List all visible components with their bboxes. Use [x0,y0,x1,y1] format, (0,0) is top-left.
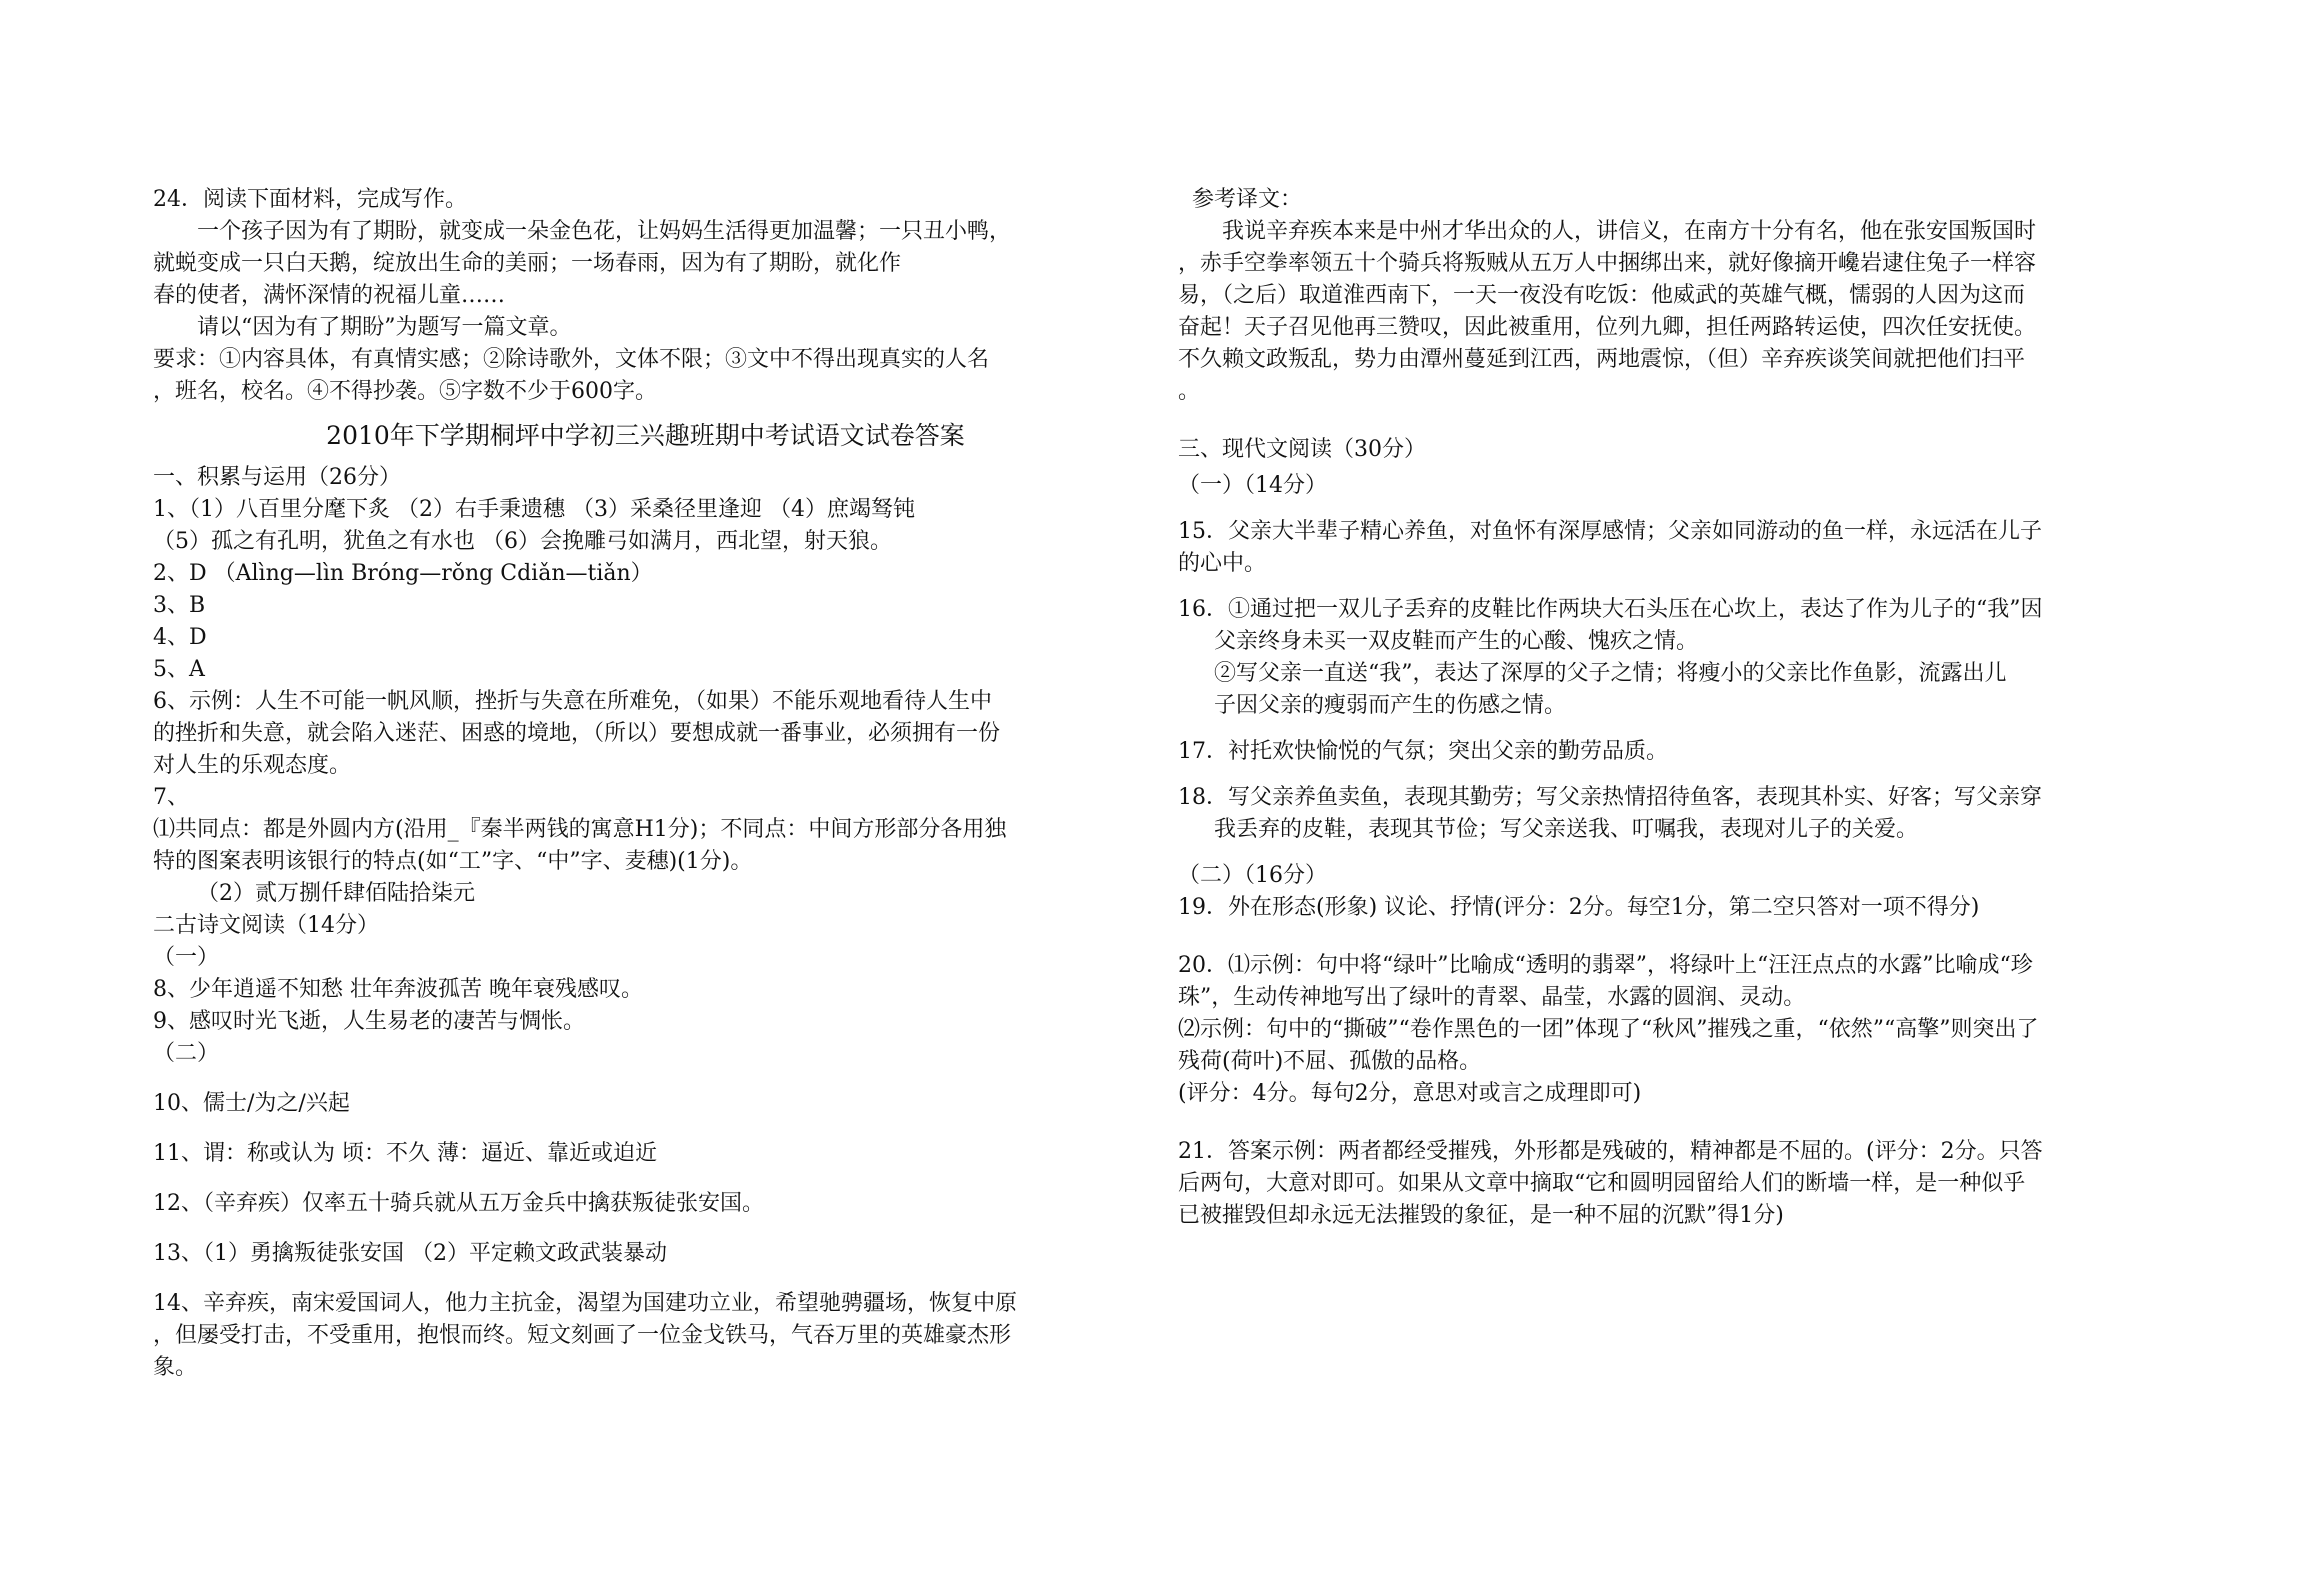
reference-translation-line: 易，（之后）取道淮西南下，一天一夜没有吃饭：他威武的英雄气概，懦弱的人因为这而 [1178,283,2026,308]
reference-translation-line: 不久赖文政叛乱，势力由潭州蔓延到江西，两地震惊，（但）辛弃疾谈笑间就把他们扫平 [1178,347,2026,372]
answer-20: ⑵示例：句中的“撕破”“卷作黑色的一团”体现了“秋风”摧残之重，“依然”“高擎”则突出了 [1178,1017,2039,1042]
answer-16: 16．①通过把一双儿子丢弃的皮鞋比作两块大石头压在心坎上，表达了作为儿子的“我”因 [1178,597,2043,622]
answer-17: 17．衬托欢快愉悦的气氛；突出父亲的勤劳品质。 [1178,739,1668,764]
reference-translation-heading: 参考译文： [1192,187,1303,212]
q24-requirements: ，班名，校名。④不得抄袭。⑤字数不少于600字。 [153,379,657,404]
answer-13: 13、（1）勇擒叛徒张安国 （2）平定赖文政武装暴动 [153,1241,667,1266]
answer-7-1: ⑴共同点：都是外圆内方(沿用_『秦半两钱的寓意H1分)；不同点：中间方形部分各用独 [153,817,1007,842]
section-heading: 三、现代文阅读（30分） [1178,437,1426,462]
subsection-heading: （二） [153,1041,220,1066]
answer-12: 12、（辛弃疾）仅率五十骑兵就从五万金兵中擒获叛徒张安国。 [153,1191,764,1216]
answer-15: 15．父亲大半辈子精心养鱼，对鱼怀有深厚感情；父亲如同游动的鱼一样，永远活在儿子 [1178,519,2042,544]
subsection-heading: （二）（16分） [1178,863,1327,888]
answer-16: 子因父亲的瘦弱而产生的伤感之情。 [1214,693,1567,718]
answer-10: 10、儒士/为之/兴起 [153,1091,350,1116]
q24-material-line: 就蜕变成一只白天鹅，绽放出生命的美丽；一场春雨，因为有了期盼，就化作 [153,251,902,276]
answer-7-2: （2）贰万捌仟肆佰陆拾柒元 [197,881,475,906]
reference-translation-line: 我说辛弃疾本来是中州才华出众的人，讲信义，在南方十分有名，他在张安国叛国时 [1222,219,2037,244]
answer-9: 9、感叹时光飞逝，人生易老的凄苦与惆怅。 [153,1009,585,1034]
answer-21: 21．答案示例：两者都经受摧残，外形都是残破的，精神都是不屈的。(评分：2分。只答 [1178,1139,2043,1164]
q24-requirements: 要求：①内容具体，有真情实感；②除诗歌外，文体不限；③文中不得出现真实的人名 [153,347,990,372]
answer-16: 父亲终身未买一双皮鞋而产生的心酸、愧疚之情。 [1214,629,1699,654]
q24-heading: 24．阅读下面材料，完成写作。 [153,187,467,212]
answer-1: 1、（1）八百里分麾下炙 （2）右手秉遗穗 （3）采桑径里逢迎 （4）庶竭驽钝 [153,497,915,522]
answer-14: 14、辛弃疾，南宋爱国词人，他力主抗金，渴望为国建功立业，希望驰骋疆场，恢复中原 [153,1291,1017,1316]
q24-material-line: 春的使者，满怀深情的祝福儿童…… [153,283,506,308]
reference-translation-line: 。 [1178,379,1201,404]
answer-14: ，但屡受打击，不受重用，抱恨而终。短文刻画了一位金戈铁马，气吞万里的英雄豪杰形 [153,1323,1012,1348]
right-column [1178,184,2178,1232]
section-heading: 二古诗文阅读（14分） [153,913,379,938]
answer-7: 7、 [153,785,189,810]
reference-translation-line: ，赤手空拳率领五十个骑兵将叛贼从五万人中捆绑出来，就好像摘开巉岩逮住兔子一样容 [1178,251,2037,276]
answer-19: 19．外在形态(形象) 议论、抒情(评分：2分。每空1分，第二空只答对一项不得分) [1178,895,1980,920]
answer-20: 残荷(荷叶)不屈、孤傲的品格。 [1178,1049,1482,1074]
answer-18: 我丢弃的皮鞋，表现其节俭；写父亲送我、叮嘱我，表现对儿子的关爱。 [1214,817,1919,842]
answer-7-1: 特的图案表明该银行的特点(如“工”字、“中”字、麦穗)(1分)。 [153,849,753,874]
answer-6: 的挫折和失意，就会陷入迷茫、困惑的境地，（所以）要想成就一番事业，必须拥有一份 [153,721,1001,746]
left-column [153,184,1138,1384]
answer-3: 3、B [153,593,206,618]
answer-11: 11、谓：称或认为 顷：不久 薄：逼近、靠近或迫近 [153,1141,657,1166]
answer-16: ②写父亲一直送“我”，表达了深厚的父子之情；将瘦小的父亲比作鱼影，流露出儿 [1214,661,2007,686]
answer-18: 18．写父亲养鱼卖鱼，表现其勤劳；写父亲热情招待鱼客，表现其朴实、好客；写父亲穿 [1178,785,2042,810]
answer-6: 6、示例：人生不可能一帆风顺，挫折与失意在所难免，（如果）不能乐观地看待人生中 [153,689,992,714]
answer-20: (评分：4分。每句2分，意思对或言之成理即可) [1178,1081,1642,1106]
answer-2: 2、D （Alìng—lìn Bróng—rǒng Cdiǎn—tiǎn） [153,561,653,586]
answer-5: 5、A [153,657,205,682]
answer-14: 象。 [153,1355,198,1380]
answer-6: 对人生的乐观态度。 [153,753,352,778]
q24-prompt: 请以“因为有了期盼”为题写一篇文章。 [197,315,572,340]
reference-translation-line: 奋起！天子召见他再三赞叹，因此被重用，位列九卿，担任两路转运使，四次任安抚使。 [1178,315,2037,340]
answer-21: 已被摧毁但却永远无法摧毁的象征，是一种不屈的沉默”得1分) [1178,1203,1784,1228]
q24-material-line: 一个孩子因为有了期盼，就变成一朵金色花，让妈妈生活得更加温馨；一只丑小鸭， [197,219,1012,244]
answer-20: 珠”，生动传神地写出了绿叶的青翠、晶莹，水露的圆润、灵动。 [1178,985,1806,1010]
answer-1: （5）孤之有孔明，犹鱼之有水也 （6）会挽雕弓如满月，西北望，射天狼。 [153,529,892,554]
section-heading: 一、积累与运用（26分） [153,465,401,490]
answer-key-title: 2010年下学期桐坪中学初三兴趣班期中考试语文试卷答案 [326,421,965,450]
answer-8: 8、少年逍遥不知愁 壮年奔波孤苦 晚年衰残感叹。 [153,977,643,1002]
subsection-heading: （一） [153,945,220,970]
answer-20: 20．⑴示例：句中将“绿叶”比喻成“透明的翡翠”，将绿叶上“汪汪点点的水露”比喻成“珍 [1178,953,2033,978]
subsection-heading: （一）（14分） [1178,473,1327,498]
answer-21: 后两句，大意对即可。如果从文章中摘取“它和圆明园留给人们的断墙一样，是一种似乎 [1178,1171,2026,1196]
answer-15: 的心中。 [1178,551,1267,576]
answer-4: 4、D [153,625,207,650]
